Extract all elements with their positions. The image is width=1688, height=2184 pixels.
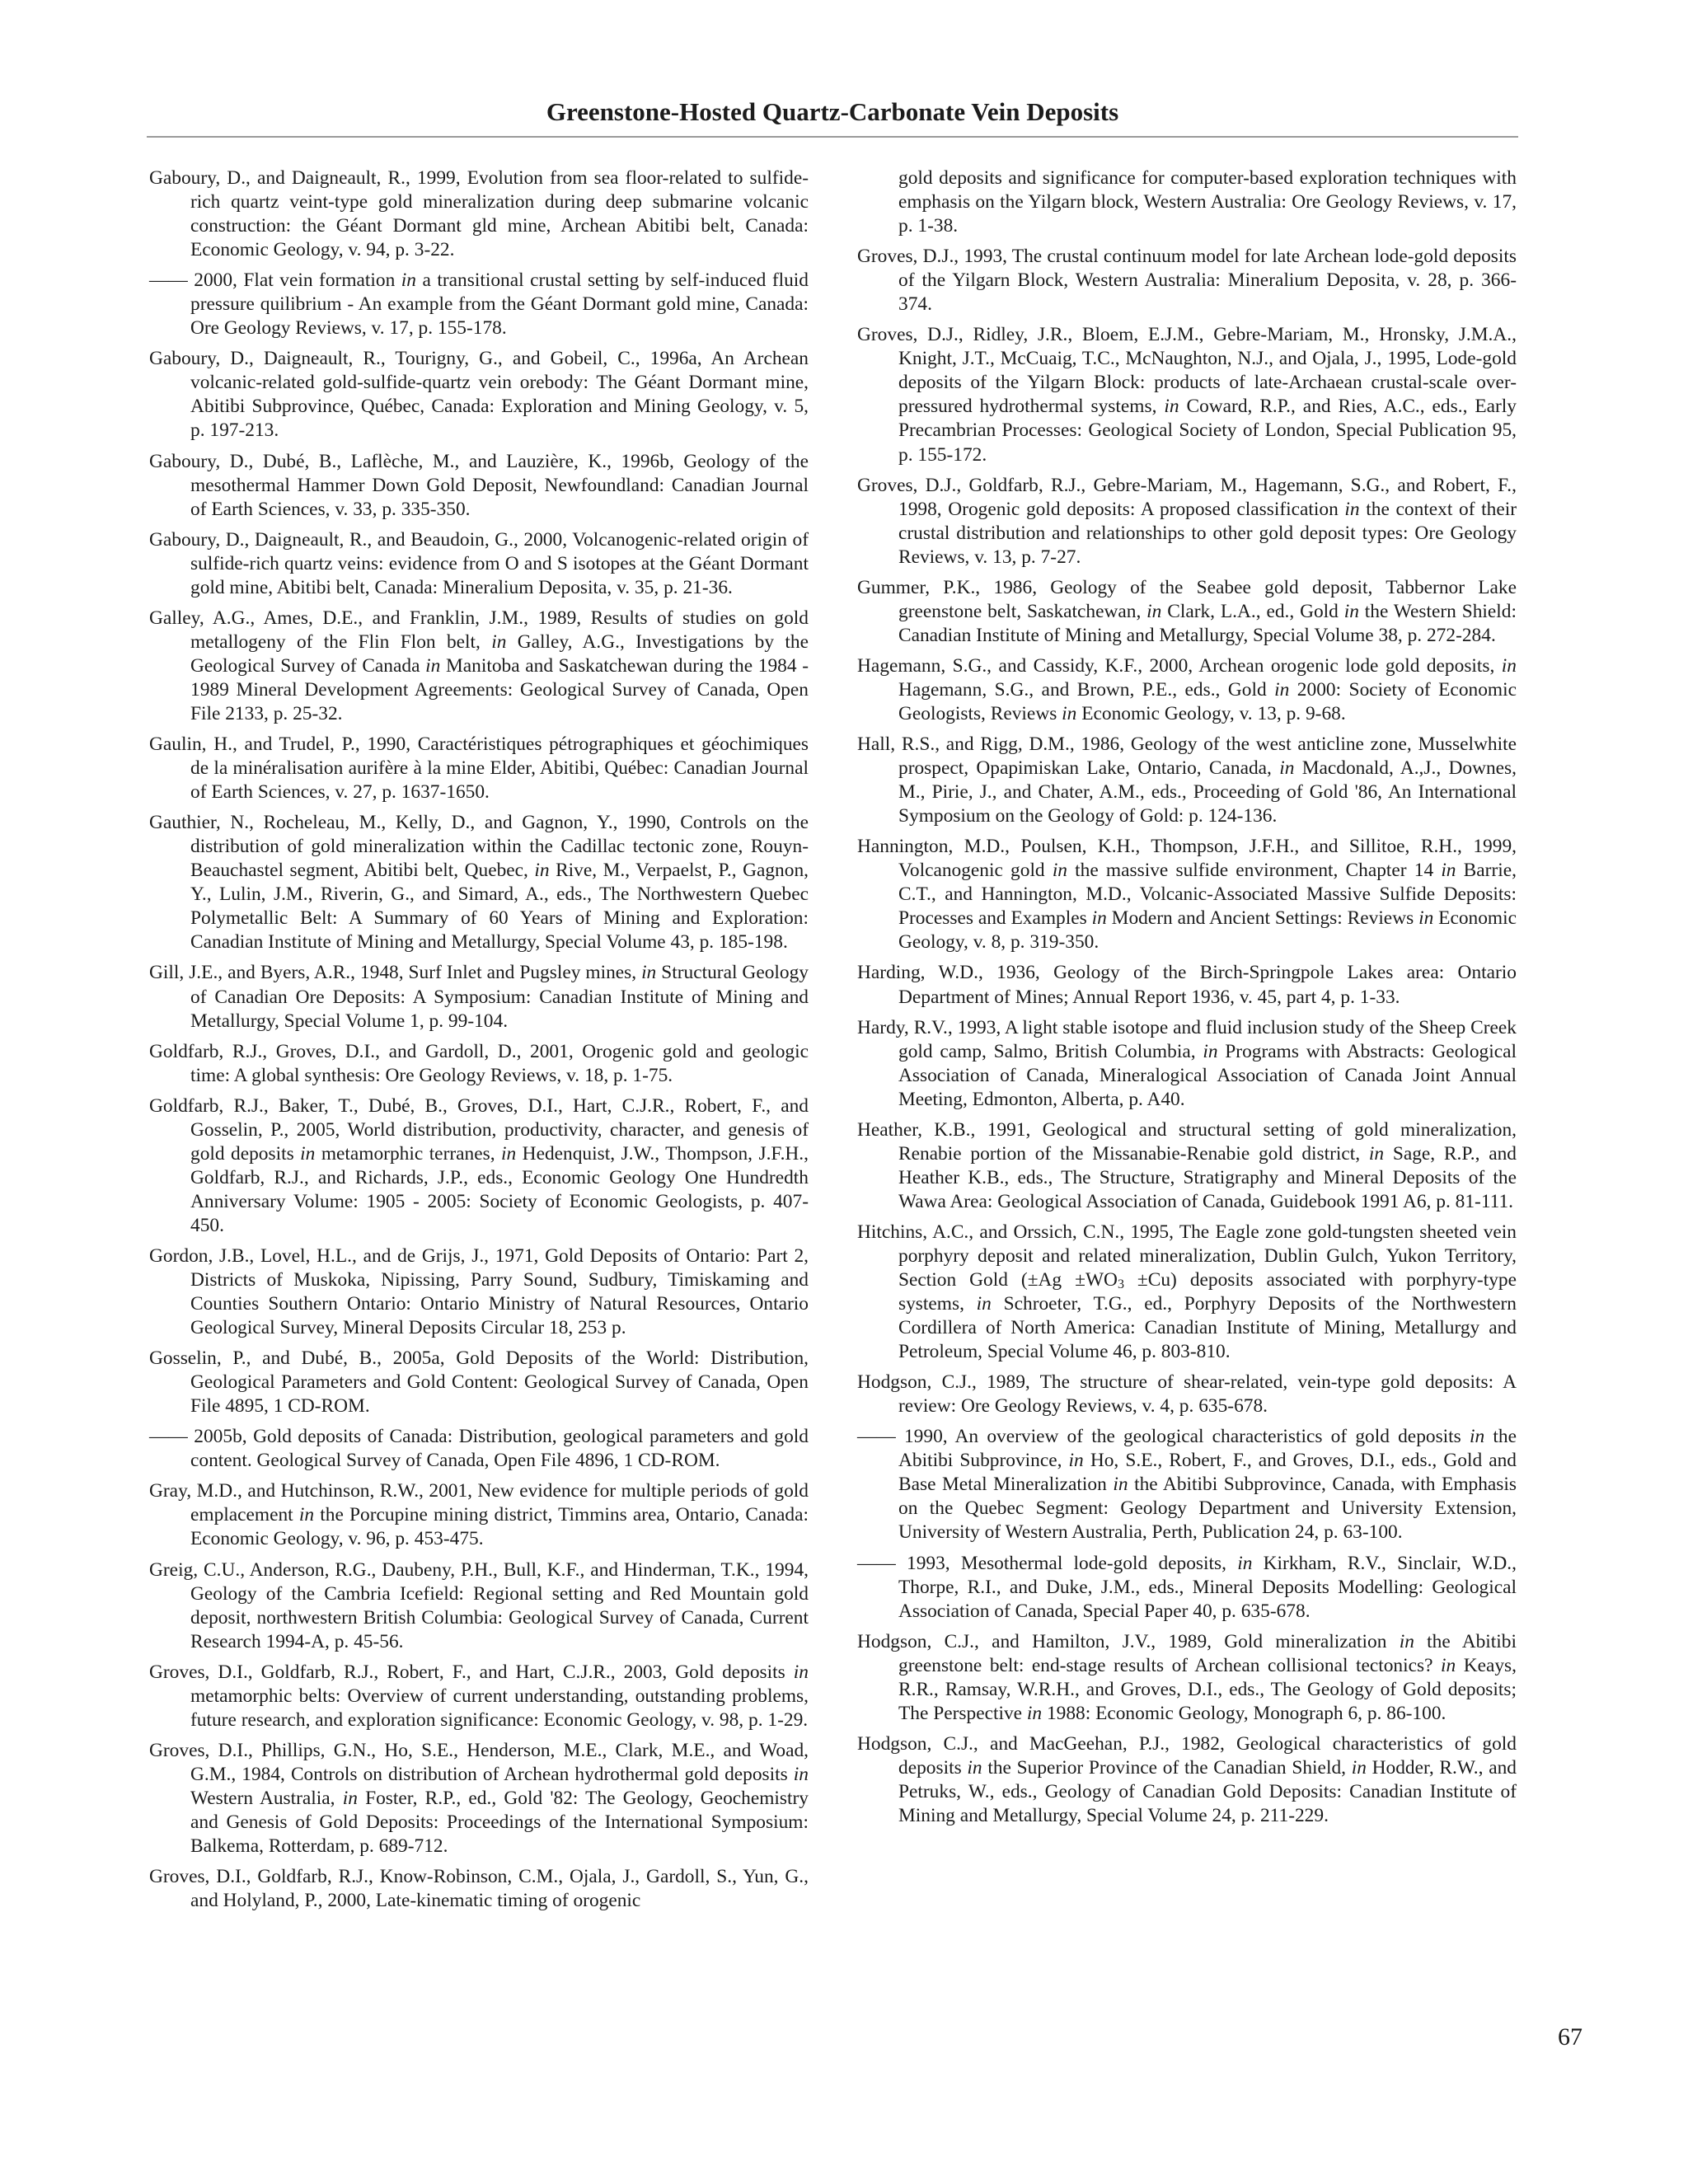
reference-entry: Groves, D.I., Phillips, G.N., Ho, S.E., Henderson, M.E., Clark, M.E., and Woad, G.M., 1984, Controls on distribution of Archean hydrothermal gold deposits in Western Australia, in Foster, R.P., ed., Gold '82: The Geology, Geochemistry and Genesis of Gold Deposits: Proceedings of the International Symposium: Balkema, Rotterdam, p. 689-712.: [149, 1739, 809, 1858]
reference-column-right: [857, 166, 1517, 1835]
reference-entry: Gill, J.E., and Byers, A.R., 1948, Surf Inlet and Pugsley mines, in Structural Geology of Canadian Ore Deposits: A Symposium: Canadian Institute of Mining and Metallurgy, Special Volume 1, p. 99-104.: [149, 962, 809, 1032]
reference-entry: Gordon, J.B., Lovel, H.L., and de Grijs, J., 1971, Gold Deposits of Ontario: Part 2, Districts of Muskoka, Nipissing, Parry Sound, Sudbury, Timiskaming and Counties Southern Ontario: Ontario Ministry of Natural Resources, Ontario Geological Survey, Mineral Deposits Circular 18, 253 p.: [149, 1244, 809, 1339]
reference-entry: Groves, D.J., 1993, The crustal continuum model for late Archean lode-gold deposits of the Yilgarn Block, Western Australia: Mineralium Deposita, v. 28, p. 366-374.: [857, 246, 1517, 316]
reference-entry: Hall, R.S., and Rigg, D.M., 1986, Geology of the west anticline zone, Musselwhite prospect, Opapimiskan Lake, Ontario, Canada, in Macdonald, A.,J., Downes, M., Pirie, J., and Chater, A.M., eds., Proceeding of Gold '86, An International Symposium on the Geology of Gold: p. 124-136.: [857, 733, 1517, 827]
reference-entry: Harding, W.D., 1936, Geology of the Birch-Springpole Lakes area: Ontario Department of Mines; Annual Report 1936, v. 45, part 4, p. 1-33.: [857, 962, 1517, 1008]
reference-entry: Goldfarb, R.J., Baker, T., Dubé, B., Groves, D.I., Hart, C.J.R., Robert, F., and Gosselin, P., 2005, World distribution, productivity, character, and genesis of gold deposits in metamorphic terranes, in Hedenquist, J.W., Thompson, J.F.H., Goldfarb, R.J., and Richards, J.P., eds., Economic Geology One Hundredth Anniversary Volume: 1905 - 2005: Society of Economic Geologists, p. 407-450.: [149, 1094, 809, 1236]
header-rule: [147, 136, 1518, 138]
reference-entry: Gosselin, P., and Dubé, B., 2005a, Gold Deposits of the World: Distribution, Geological Parameters and Gold Content: Geological Survey of Canada, Open File 4895, 1 CD-ROM.: [149, 1347, 809, 1418]
reference-entry: Goldfarb, R.J., Groves, D.I., and Gardoll, D., 2001, Orogenic gold and geologic time: A global synthesis: Ore Geology Reviews, v. 18, p. 1-75.: [149, 1040, 809, 1086]
reference-entry: —— 1993, Mesothermal lode-gold deposits, in Kirkham, R.V., Sinclair, W.D., Thorpe, R.I., and Duke, J.M., eds., Mineral Deposits Modelling: Geological Association of Canada, Special Paper 40, p. 635-678.: [857, 1552, 1517, 1622]
page-number: 67: [1558, 2023, 1582, 2050]
reference-entry: Galley, A.G., Ames, D.E., and Franklin, J.M., 1989, Results of studies on gold metallogeny of the Flin Flon belt, in Galley, A.G., Investigations by the Geological Survey of Canada in Manitoba and Saskatchewan during the 1984 - 1989 Mineral Development Agreements: Geological Survey of Canada, Open File 2133, p. 25-32.: [149, 607, 809, 724]
reference-entry: Gray, M.D., and Hutchinson, R.W., 2001, New evidence for multiple periods of gold emplacement in the Porcupine mining district, Timmins area, Ontario, Canada: Economic Geology, v. 96, p. 453-475.: [149, 1480, 809, 1550]
reference-entry: Gaboury, D., and Daigneault, R., 1999, Evolution from sea floor-related to sulfide-rich quartz veint-type gold mineralization during deep submarine volcanic construction: the Géant Dormant gld mine, Archean Abitibi belt, Canada: Economic Geology, v. 94, p. 3-22.: [149, 167, 809, 261]
reference-entry: Gaboury, D., Dubé, B., Laflèche, M., and Lauzière, K., 1996b, Geology of the mesothermal Hammer Down Gold Deposit, Newfoundland: Canadian Journal of Earth Sciences, v. 33, p. 335-350.: [149, 450, 809, 520]
reference-entry: Groves, D.J., Ridley, J.R., Bloem, E.J.M., Gebre-Mariam, M., Hronsky, J.M.A., Knight, J.T., McCuaig, T.C., McNaughton, N.J., and Ojala, J., 1995, Lode-gold deposits of the Yilgarn Block: products of late-Archaean crustal-scale over-pressured hydrothermal systems, in Coward, R.P., and Ries, A.C., eds., Early Precambrian Processes: Geological Society of London, Special Publication 95, p. 155-172.: [857, 324, 1517, 466]
reference-entry: Groves, D.I., Goldfarb, R.J., Robert, F., and Hart, C.J.R., 2003, Gold deposits in metamorphic belts: Overview of current understanding, outstanding problems, future research, and exploration significance: Economic Geology, v. 98, p. 1-29.: [149, 1661, 809, 1731]
reference-entry: —— 2005b, Gold deposits of Canada: Distribution, geological parameters and gold content. Geological Survey of Canada, Open File 4896, 1 CD-ROM.: [149, 1426, 809, 1472]
reference-entry: Hodgson, C.J., and Hamilton, J.V., 1989, Gold mineralization in the Abitibi greenstone belt: end-stage results of Archean collisional tectonics? in Keays, R.R., Ramsay, W.R.H., and Groves, D.I., eds., The Geology of Gold deposits; The Perspective in 1988: Economic Geology, Monograph 6, p. 86-100.: [857, 1630, 1517, 1724]
reference-entry: Gaboury, D., Daigneault, R., and Beaudoin, G., 2000, Volcanogenic-related origin of sulfide-rich quartz veins: evidence from O and S isotopes at the Géant Dormant gold mine, Abitibi belt, Canada: Mineralium Deposita, v. 35, p. 21-36.: [149, 528, 809, 598]
reference-entry: Hannington, M.D., Poulsen, K.H., Thompson, J.F.H., and Sillitoe, R.H., 1999, Volcanogenic gold in the massive sulfide environment, Chapter 14 in Barrie, C.T., and Hannington, M.D., Volcanic-Associated Massive Sulfide Deposits: Processes and Examples in Modern and Ancient Settings: Reviews in Economic Geology, v. 8, p. 319-350.: [857, 836, 1517, 954]
reference-entry: Groves, D.I., Goldfarb, R.J., Know-Robinson, C.M., Ojala, J., Gardoll, S., Yun, G., and Holyland, P., 2000, Late-kinematic timing of orogenic: [149, 1866, 809, 1912]
reference-entry: Greig, C.U., Anderson, R.G., Daubeny, P.H., Bull, K.F., and Hinderman, T.K., 1994, Geology of the Cambria Icefield: Regional setting and Red Mountain gold deposit, northwestern British Columbia: Geological Survey of Canada, Current Research 1994-A, p. 45-56.: [149, 1558, 809, 1652]
reference-entry: Groves, D.J., Goldfarb, R.J., Gebre-Mariam, M., Hagemann, S.G., and Robert, F., 1998, Orogenic gold deposits: A proposed classification in the context of their crustal distribution and relationships to other gold deposit types: Ore Geology Reviews, v. 13, p. 7-27.: [857, 474, 1517, 568]
reference-entry: Gaulin, H., and Trudel, P., 1990, Caractéristiques pétrographiques et géochimiques de la minéralisation aurifère à la mine Elder, Abitibi, Québec: Canadian Journal of Earth Sciences, v. 27, p. 1637-1650.: [149, 733, 809, 804]
reference-entry: —— 2000, Flat vein formation in a transitional crustal setting by self-induced fluid pressure quilibrium - An example from the Géant Dormant gold mine, Canada: Ore Geology Reviews, v. 17, p. 155-178.: [149, 269, 809, 340]
reference-entry: Hitchins, A.C., and Orssich, C.N., 1995, The Eagle zone gold-tungsten sheeted vein porphyry deposit and related mineralization, Dublin Gulch, Yukon Territory, Section Gold $(\pm Ag \pm WO_3 \pm Cu)$ deposits associated with porphyry-type systems, in Schroeter, T.G., ed., Porphyry Deposits of the Northwestern Cordillera of North America: Canadian Institute of Mining, Metallurgy and Petroleum, Special Volume 46, p. 803-810.: [857, 1221, 1517, 1363]
reference-entry: Hagemann, S.G., and Cassidy, K.F., 2000, Archean orogenic lode gold deposits, in Hagemann, S.G., and Brown, P.E., eds., Gold in 2000: Society of Economic Geologists, Reviews in Economic Geology, v. 13, p. 9-68.: [857, 654, 1517, 724]
reference-entry: —— 1990, An overview of the geological characteristics of gold deposits in the Abitibi Subprovince, in Ho, S.E., Robert, F., and Groves, D.I., eds., Gold and Base Metal Mineralization in the Abitibi Subprovince, Canada, with Emphasis on the Quebec Segment: Geology Department and University Extension, University of Western Australia, Perth, Publication 24, p. 63-100.: [857, 1426, 1517, 1544]
reference-column-left: [149, 166, 809, 1919]
reference-entry: gold deposits and significance for computer-based exploration techniques with emphasis on the Yilgarn block, Western Australia: Ore Geology Reviews, v. 17, p. 1-38.: [898, 167, 1517, 237]
reference-entry: Hardy, R.V., 1993, A light stable isotope and fluid inclusion study of the Sheep Creek gold camp, Salmo, British Columbia, in Programs with Abstracts: Geological Association of Canada, Mineralogical Association of Canada Joint Annual Meeting, Edmonton, Alberta, p. A40.: [857, 1016, 1517, 1110]
reference-entry: Gummer, P.K., 1986, Geology of the Seabee gold deposit, Tabbernor Lake greenstone belt, Saskatchewan, in Clark, L.A., ed., Gold in the Western Shield: Canadian Institute of Mining and Metallurgy, Special Volume 38, p. 272-284.: [857, 576, 1517, 646]
reference-entry: Gaboury, D., Daigneault, R., Tourigny, G., and Gobeil, C., 1996a, An Archean volcanic-related gold-sulfide-quartz vein orebody: The Géant Dormant mine, Abitibi Subprovince, Québec, Canada: Exploration and Mining Geology, v. 5, p. 197-213.: [149, 348, 809, 442]
reference-entry: Gauthier, N., Rocheleau, M., Kelly, D., and Gagnon, Y., 1990, Controls on the distribution of gold mineralization within the Cadillac tectonic zone, Rouyn-Beauchastel segment, Abitibi belt, Quebec, in Rive, M., Verpaelst, P., Gagnon, Y., Lulin, J.M., Riverin, G., and Simard, A., eds., The Northwestern Quebec Polymetallic Belt: A Summary of 60 Years of Mining and Exploration: Canadian Institute of Mining and Metallurgy, Special Volume 43, p. 185-198.: [149, 812, 809, 954]
reference-entry: Hodgson, C.J., and MacGeehan, P.J., 1982, Geological characteristics of gold deposits in the Superior Province of the Canadian Shield, in Hodder, R.W., and Petruks, W., eds., Geology of Canadian Gold Deposits: Canadian Institute of Mining and Metallurgy, Special Volume 24, p. 211-229.: [857, 1732, 1517, 1826]
reference-entry: Hodgson, C.J., 1989, The structure of shear-related, vein-type gold deposits: A review: Ore Geology Reviews, v. 4, p. 635-678.: [857, 1371, 1517, 1418]
reference-entry: Heather, K.B., 1991, Geological and structural setting of gold mineralization, Renabie portion of the Missanabie-Renabie gold district, in Sage, R.P., and Heather K.B., eds., The Structure, Stratigraphy and Mineral Deposits of the Wawa Area: Geological Association of Canada, Guidebook 1991 A6, p. 81-111.: [857, 1118, 1517, 1212]
page-header: Greenstone-Hosted Quartz-Carbonate Vein Deposits: [546, 97, 1119, 126]
